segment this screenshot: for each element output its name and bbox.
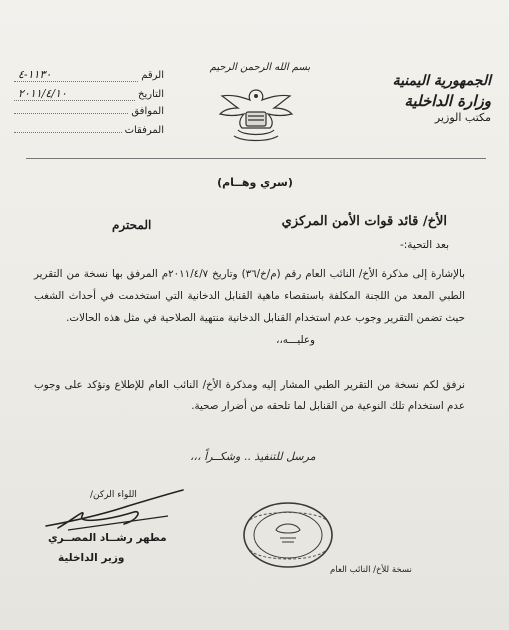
basmala: بسم الله الرحمن الرحيم [209,62,311,73]
reference-fields [14,68,164,144]
field-attachments-label: المرفقات [124,125,164,136]
respected-title: المحترم [112,218,152,232]
field-attachments-value [14,132,122,133]
field-attachments [14,125,164,144]
field-corresponding [14,106,164,125]
eagle-emblem-icon [214,82,298,148]
letter-body [34,263,465,351]
closing-line: مرسل للتنفيذ .. وشكــراً ،،، [190,450,316,463]
signature-title: اللواء الركن/ [90,490,137,500]
signature-position: وزير الداخلية [58,552,125,564]
classification-stamp: (سري وهــام) [217,176,293,189]
issuer-office: مكتب الوزير [434,111,491,125]
classification-label: سري وهــام [222,176,288,189]
and-accordingly: وعليـــه،، [276,334,315,346]
issuer-header [393,72,491,126]
field-number-label: الرقم [141,70,164,81]
field-date-label: التاريخ [138,89,164,100]
body-paragraph: بالإشارة إلى مذكرة الأخ/ النائب العام رقم (م/خ/٣٦) وتاريخ ٢٠١١/٤/٧م المرفق بها نسخة من التقرير الطبي المعد من اللجنة المكلفة باستقصاء ماهية القنابل الدخانية التي استخدمت في أحداث الشغب حيث تضمن التقرير وجوب عدم استخدام القنابل الدخانية منتهية الصلاحية في مثل هذه الحالات. [34,268,466,324]
issuer-ministry: وزارة الداخلية [404,91,491,110]
field-corresponding-value [14,113,128,114]
signature-name: مطهر رشــاد المصــري [48,532,167,544]
field-number [14,68,164,87]
addressee: الأخ/ قائد قوات الأمن المركزي [281,214,447,229]
field-corresponding-label: الموافق [131,106,164,117]
greeting: بعد التحية:- [399,239,449,251]
ministry-seal-icon [240,500,336,570]
issuer-country: الجمهورية اليمنية [392,73,491,89]
copy-note: نسخة للأخ/ النائب العام [330,565,412,575]
field-date-value: ٢٠١١/٤/١٠ [14,87,135,101]
request-paragraph: نرفق لكم نسخة من التقرير الطبي المشار إليه ومذكرة الأخ/ النائب العام للإطلاع ونؤكد على وجوب عدم استخدام تلك النوعية من القنابل لما تلحقه من أضرار صحية. [34,379,465,412]
field-date [14,87,164,106]
field-number-value: ١١٣٠-٤ [14,68,138,82]
header-divider [26,158,486,159]
